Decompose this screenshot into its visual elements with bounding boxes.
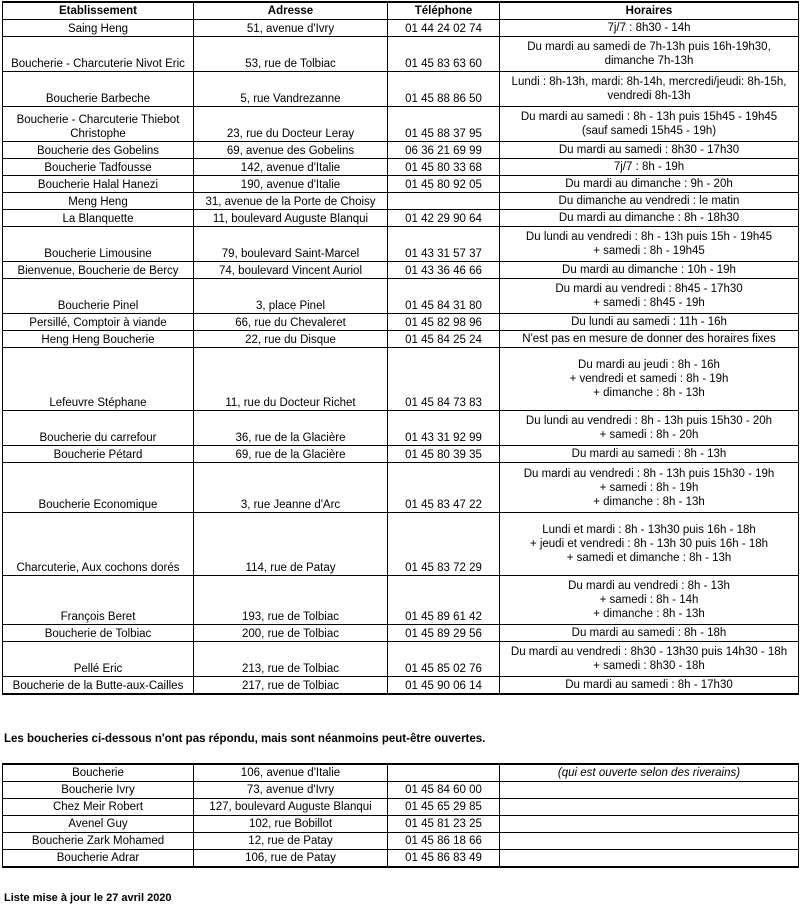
address: 217, rue de Tolbiac — [194, 677, 388, 694]
phone: 01 43 36 46 66 — [388, 262, 500, 279]
address: 127, boulevard Auguste Blanqui — [194, 799, 388, 816]
hours — [500, 446, 799, 463]
hours — [500, 176, 799, 193]
hours-line: Lundi et mardi : 8h - 13h30 puis 16h - 18h — [542, 524, 756, 536]
phone: 01 44 24 02 74 — [388, 20, 500, 37]
hours — [500, 642, 799, 677]
table-row — [3, 799, 799, 816]
hours — [500, 348, 799, 411]
establishment-name: Boucherie Barbeche — [3, 72, 194, 107]
table-row — [3, 193, 799, 210]
hours-line: + samedi : 8h - 19h — [599, 481, 699, 494]
establishment-name: Boucherie Ivry — [3, 782, 194, 799]
address: 74, boulevard Vincent Auriol — [194, 262, 388, 279]
phone: 01 43 31 57 37 — [388, 227, 500, 262]
establishment-name: Lefeuvre Stéphane — [3, 348, 194, 411]
phone — [388, 193, 500, 210]
table-row — [3, 142, 799, 159]
phone: 01 45 88 37 95 — [388, 107, 500, 142]
address: 11, rue du Docteur Richet — [194, 348, 388, 411]
phone: 06 36 21 69 99 — [388, 142, 500, 159]
phone: 01 45 81 23 25 — [388, 816, 500, 833]
table-row — [3, 227, 799, 262]
hours — [500, 210, 799, 227]
address: 102, rue Bobillot — [194, 816, 388, 833]
hours — [500, 850, 799, 868]
phone: 01 45 88 86 50 — [388, 72, 500, 107]
establishment-name: Boucherie - Charcuterie Nivot Eric — [3, 37, 194, 72]
hours-line: + samedi et dimanche : 8h - 13h — [566, 552, 732, 564]
hours-line: Du mardi au samedi : 8h - 13h — [571, 448, 727, 460]
hours — [500, 799, 799, 816]
establishment-name: Boucherie Limousine — [3, 227, 194, 262]
hours-line: + samedi : 8h - 14h — [599, 594, 699, 606]
hours-line: Du mardi au dimanche : 10h - 19h — [562, 264, 736, 276]
phone: 01 43 31 92 99 — [388, 411, 500, 446]
hours-line: + dimanche : 8h - 13h — [593, 608, 705, 620]
hours — [500, 625, 799, 642]
address: 12, rue de Patay — [194, 833, 388, 850]
establishment-name: Boucherie du carrefour — [3, 411, 194, 446]
table-row — [3, 348, 799, 411]
hours-line: + dimanche : 8h - 13h — [593, 495, 705, 508]
hours-line: Du mardi au samedi de 7h-13h puis 16h-19h30, — [527, 41, 771, 53]
establishment-name: Charcuterie, Aux cochons dorés — [3, 513, 194, 576]
table-row — [3, 677, 799, 694]
phone: 01 45 82 98 96 — [388, 314, 500, 331]
hours — [500, 193, 799, 210]
hours-line: + samedi : 8h - 20h — [599, 429, 699, 441]
header-phone: Téléphone — [388, 2, 500, 20]
hours — [500, 411, 799, 446]
establishment-name: Heng Heng Boucherie — [3, 331, 194, 348]
table-row — [3, 314, 799, 331]
establishment-name: Boucherie des Gobelins — [3, 142, 194, 159]
establishment-name: Boucherie Zark Mohamed — [3, 833, 194, 850]
address: 31, avenue de la Porte de Choisy — [194, 193, 388, 210]
phone: 01 45 65 29 85 — [388, 799, 500, 816]
hours-line: Du mardi au vendredi : 8h - 13h — [568, 580, 730, 592]
table-row — [3, 833, 799, 850]
phone: 01 45 89 29 56 — [388, 625, 500, 642]
header-establishment: Etablissement — [3, 2, 194, 20]
table-row — [3, 850, 799, 868]
establishment-name: Saing Heng — [3, 20, 194, 37]
address: 69, rue de la Glacière — [194, 446, 388, 463]
phone: 01 45 83 63 60 — [388, 37, 500, 72]
table-row — [3, 764, 799, 782]
hours-line: Du mardi au samedi : 8h - 17h30 — [565, 678, 733, 691]
hours-line: Du mardi au samedi : 8h - 13h puis 15h45 - 19h45 — [520, 111, 778, 123]
hours — [500, 72, 799, 107]
establishment-name: Chez Meir Robert — [3, 799, 194, 816]
phone: 01 45 84 31 80 — [388, 279, 500, 314]
hours-line: vendredi 8h-13h — [607, 90, 691, 102]
establishment-name: Persillé, Comptoir à viande — [3, 314, 194, 331]
address: 106, rue de Patay — [194, 850, 388, 868]
address: 51, avenue d'Ivry — [194, 20, 388, 37]
hours — [500, 279, 799, 314]
establishment-name: François Beret — [3, 576, 194, 625]
phone — [388, 764, 500, 782]
table-row — [3, 176, 799, 193]
hours — [500, 463, 799, 513]
establishment-name: Boucherie Halal Hanezi — [3, 176, 194, 193]
address: 73, avenue d'Ivry — [194, 782, 388, 799]
phone: 01 45 80 92 05 — [388, 176, 500, 193]
hours-line: Du mardi au dimanche : 8h - 18h30 — [558, 212, 740, 224]
hours-line: Lundi : 8h-13h, mardi: 8h-14h, mercredi/jeudi: 8h-15h, — [511, 76, 787, 88]
address: 213, rue de Tolbiac — [194, 642, 388, 677]
hours-line: Du lundi au samedi : 11h - 16h — [571, 316, 727, 328]
table-row — [3, 107, 799, 142]
establishment-name: Boucherie Pétard — [3, 446, 194, 463]
table-row — [3, 576, 799, 625]
table-row — [3, 331, 799, 348]
hours-line: + dimanche : 8h - 13h — [593, 387, 705, 399]
establishment-name: Boucherie Pinel — [3, 279, 194, 314]
hours — [500, 677, 799, 694]
hours — [500, 513, 799, 576]
establishment-name: La Blanquette — [3, 210, 194, 227]
hours-line: + vendredi et samedi : 8h - 19h — [569, 373, 729, 385]
hours-line: + jeudi et vendredi : 8h - 13h 30 puis 16h - 18h — [529, 538, 769, 550]
phone: 01 45 84 73 83 — [388, 348, 500, 411]
hours-line: + samedi : 8h30 - 18h — [593, 660, 705, 672]
establishment-name: Pellé Eric — [3, 642, 194, 677]
phone: 01 45 90 06 14 — [388, 677, 500, 694]
hours — [500, 782, 799, 799]
table-row — [3, 816, 799, 833]
address: 193, rue de Tolbiac — [194, 576, 388, 625]
hours — [500, 833, 799, 850]
establishment-name: Boucherie - Charcuterie Thiebot Christophe — [3, 107, 194, 142]
address: 22, rue du Disque — [194, 331, 388, 348]
establishment-name: Boucherie de Tolbiac — [3, 625, 194, 642]
phone: 01 45 80 39 35 — [388, 446, 500, 463]
phone: 01 45 83 47 22 — [388, 463, 500, 513]
address: 69, avenue des Gobelins — [194, 142, 388, 159]
table-row — [3, 782, 799, 799]
hours: (qui est ouverte selon des riverains) — [500, 764, 799, 782]
table-row — [3, 642, 799, 677]
phone: 01 45 85 02 76 — [388, 642, 500, 677]
address: 114, rue de Patay — [194, 513, 388, 576]
hours — [500, 262, 799, 279]
establishment-name: Meng Heng — [3, 193, 194, 210]
address: 190, avenue d'Italie — [194, 176, 388, 193]
phone: 01 45 83 72 29 — [388, 513, 500, 576]
phone: 01 42 29 90 64 — [388, 210, 500, 227]
last-updated: Liste mise à jour le 27 avril 2020 — [4, 892, 172, 904]
address: 200, rue de Tolbiac — [194, 625, 388, 642]
hours-line: N'est pas en mesure de donner des horaires fixes — [522, 333, 776, 345]
phone: 01 45 89 61 42 — [388, 576, 500, 625]
table-row — [3, 446, 799, 463]
hours-line: 7j/7 : 8h - 19h — [613, 161, 685, 173]
hours-line: Du mardi au samedi : 8h - 18h — [571, 627, 727, 639]
header-address: Adresse — [194, 2, 388, 20]
table-row — [3, 262, 799, 279]
hours — [500, 314, 799, 331]
table-row — [3, 513, 799, 576]
hours-line: Du lundi au vendredi : 8h - 13h puis 15h30 - 20h — [525, 415, 773, 427]
hours-line: Du lundi au vendredi : 8h - 13h puis 15h - 19h45 — [525, 231, 773, 243]
phone: 01 45 86 83 49 — [388, 850, 500, 868]
phone: 01 45 80 33 68 — [388, 159, 500, 176]
hours-line: dimanche 7h-13h — [604, 55, 694, 67]
address: 53, rue de Tolbiac — [194, 37, 388, 72]
hours-line: Du mardi au vendredi : 8h45 - 17h30 — [555, 283, 743, 295]
hours-line: + samedi : 8h45 - 19h — [593, 297, 705, 309]
table-row — [3, 37, 799, 72]
hours — [500, 331, 799, 348]
header-row — [3, 2, 799, 20]
phone: 01 45 84 25 24 — [388, 331, 500, 348]
phone: 01 45 86 18 66 — [388, 833, 500, 850]
no-response-table — [2, 763, 799, 868]
table-row — [3, 20, 799, 37]
table-row — [3, 72, 799, 107]
establishment-name: Boucherie de la Butte-aux-Cailles — [3, 677, 194, 694]
hours-line: Du mardi au vendredi : 8h - 13h puis 15h30 - 19h — [523, 467, 775, 480]
hours-line: Du mardi au samedi : 8h30 - 17h30 — [558, 144, 740, 156]
address: 66, rue du Chevaleret — [194, 314, 388, 331]
address: 36, rue de la Glacière — [194, 411, 388, 446]
hours — [500, 576, 799, 625]
establishment-name: Boucherie Adrar — [3, 850, 194, 868]
hours-line: Du dimanche au vendredi : le matin — [558, 195, 740, 207]
table-row — [3, 625, 799, 642]
address: 142, avenue d'Italie — [194, 159, 388, 176]
address: 3, place Pinel — [194, 279, 388, 314]
hours — [500, 227, 799, 262]
hours — [500, 142, 799, 159]
butcher-table — [2, 1, 799, 695]
phone: 01 45 84 60 00 — [388, 782, 500, 799]
hours-line: Du mardi au vendredi : 8h30 - 13h30 puis 14h30 - 18h — [510, 646, 788, 658]
table-row — [3, 411, 799, 446]
hours — [500, 37, 799, 72]
table-row — [3, 279, 799, 314]
address: 5, rue Vandrezanne — [194, 72, 388, 107]
hours — [500, 816, 799, 833]
address: 23, rue du Docteur Leray — [194, 107, 388, 142]
table-row — [3, 463, 799, 513]
establishment-name: Bienvenue, Boucherie de Bercy — [3, 262, 194, 279]
address: 106, avenue d'Italie — [194, 764, 388, 782]
hours-line: Du mardi au dimanche : 9h - 20h — [565, 178, 733, 190]
hours — [500, 107, 799, 142]
address: 79, boulevard Saint-Marcel — [194, 227, 388, 262]
address: 3, rue Jeanne d'Arc — [194, 463, 388, 513]
hours — [500, 20, 799, 37]
header-hours: Horaires — [500, 2, 799, 20]
establishment-name: Boucherie Tadfousse — [3, 159, 194, 176]
address: 11, boulevard Auguste Blanqui — [194, 210, 388, 227]
table-row — [3, 210, 799, 227]
hours-line: 7j/7 : 8h30 - 14h — [607, 22, 691, 34]
hours-line: Du mardi au jeudi : 8h - 16h — [578, 359, 720, 371]
establishment-name: Boucherie — [3, 764, 194, 782]
hours — [500, 159, 799, 176]
no-response-note: Les boucheries ci-dessous n'ont pas répondu, mais sont néanmoins peut-être ouvertes. — [4, 733, 486, 745]
hours-line: + samedi : 8h - 19h45 — [593, 245, 705, 257]
hours-line: (sauf samedi 15h45 - 19h) — [581, 125, 717, 137]
establishment-name: Avenel Guy — [3, 816, 194, 833]
table-row — [3, 159, 799, 176]
establishment-name: Boucherie Economique — [3, 463, 194, 513]
